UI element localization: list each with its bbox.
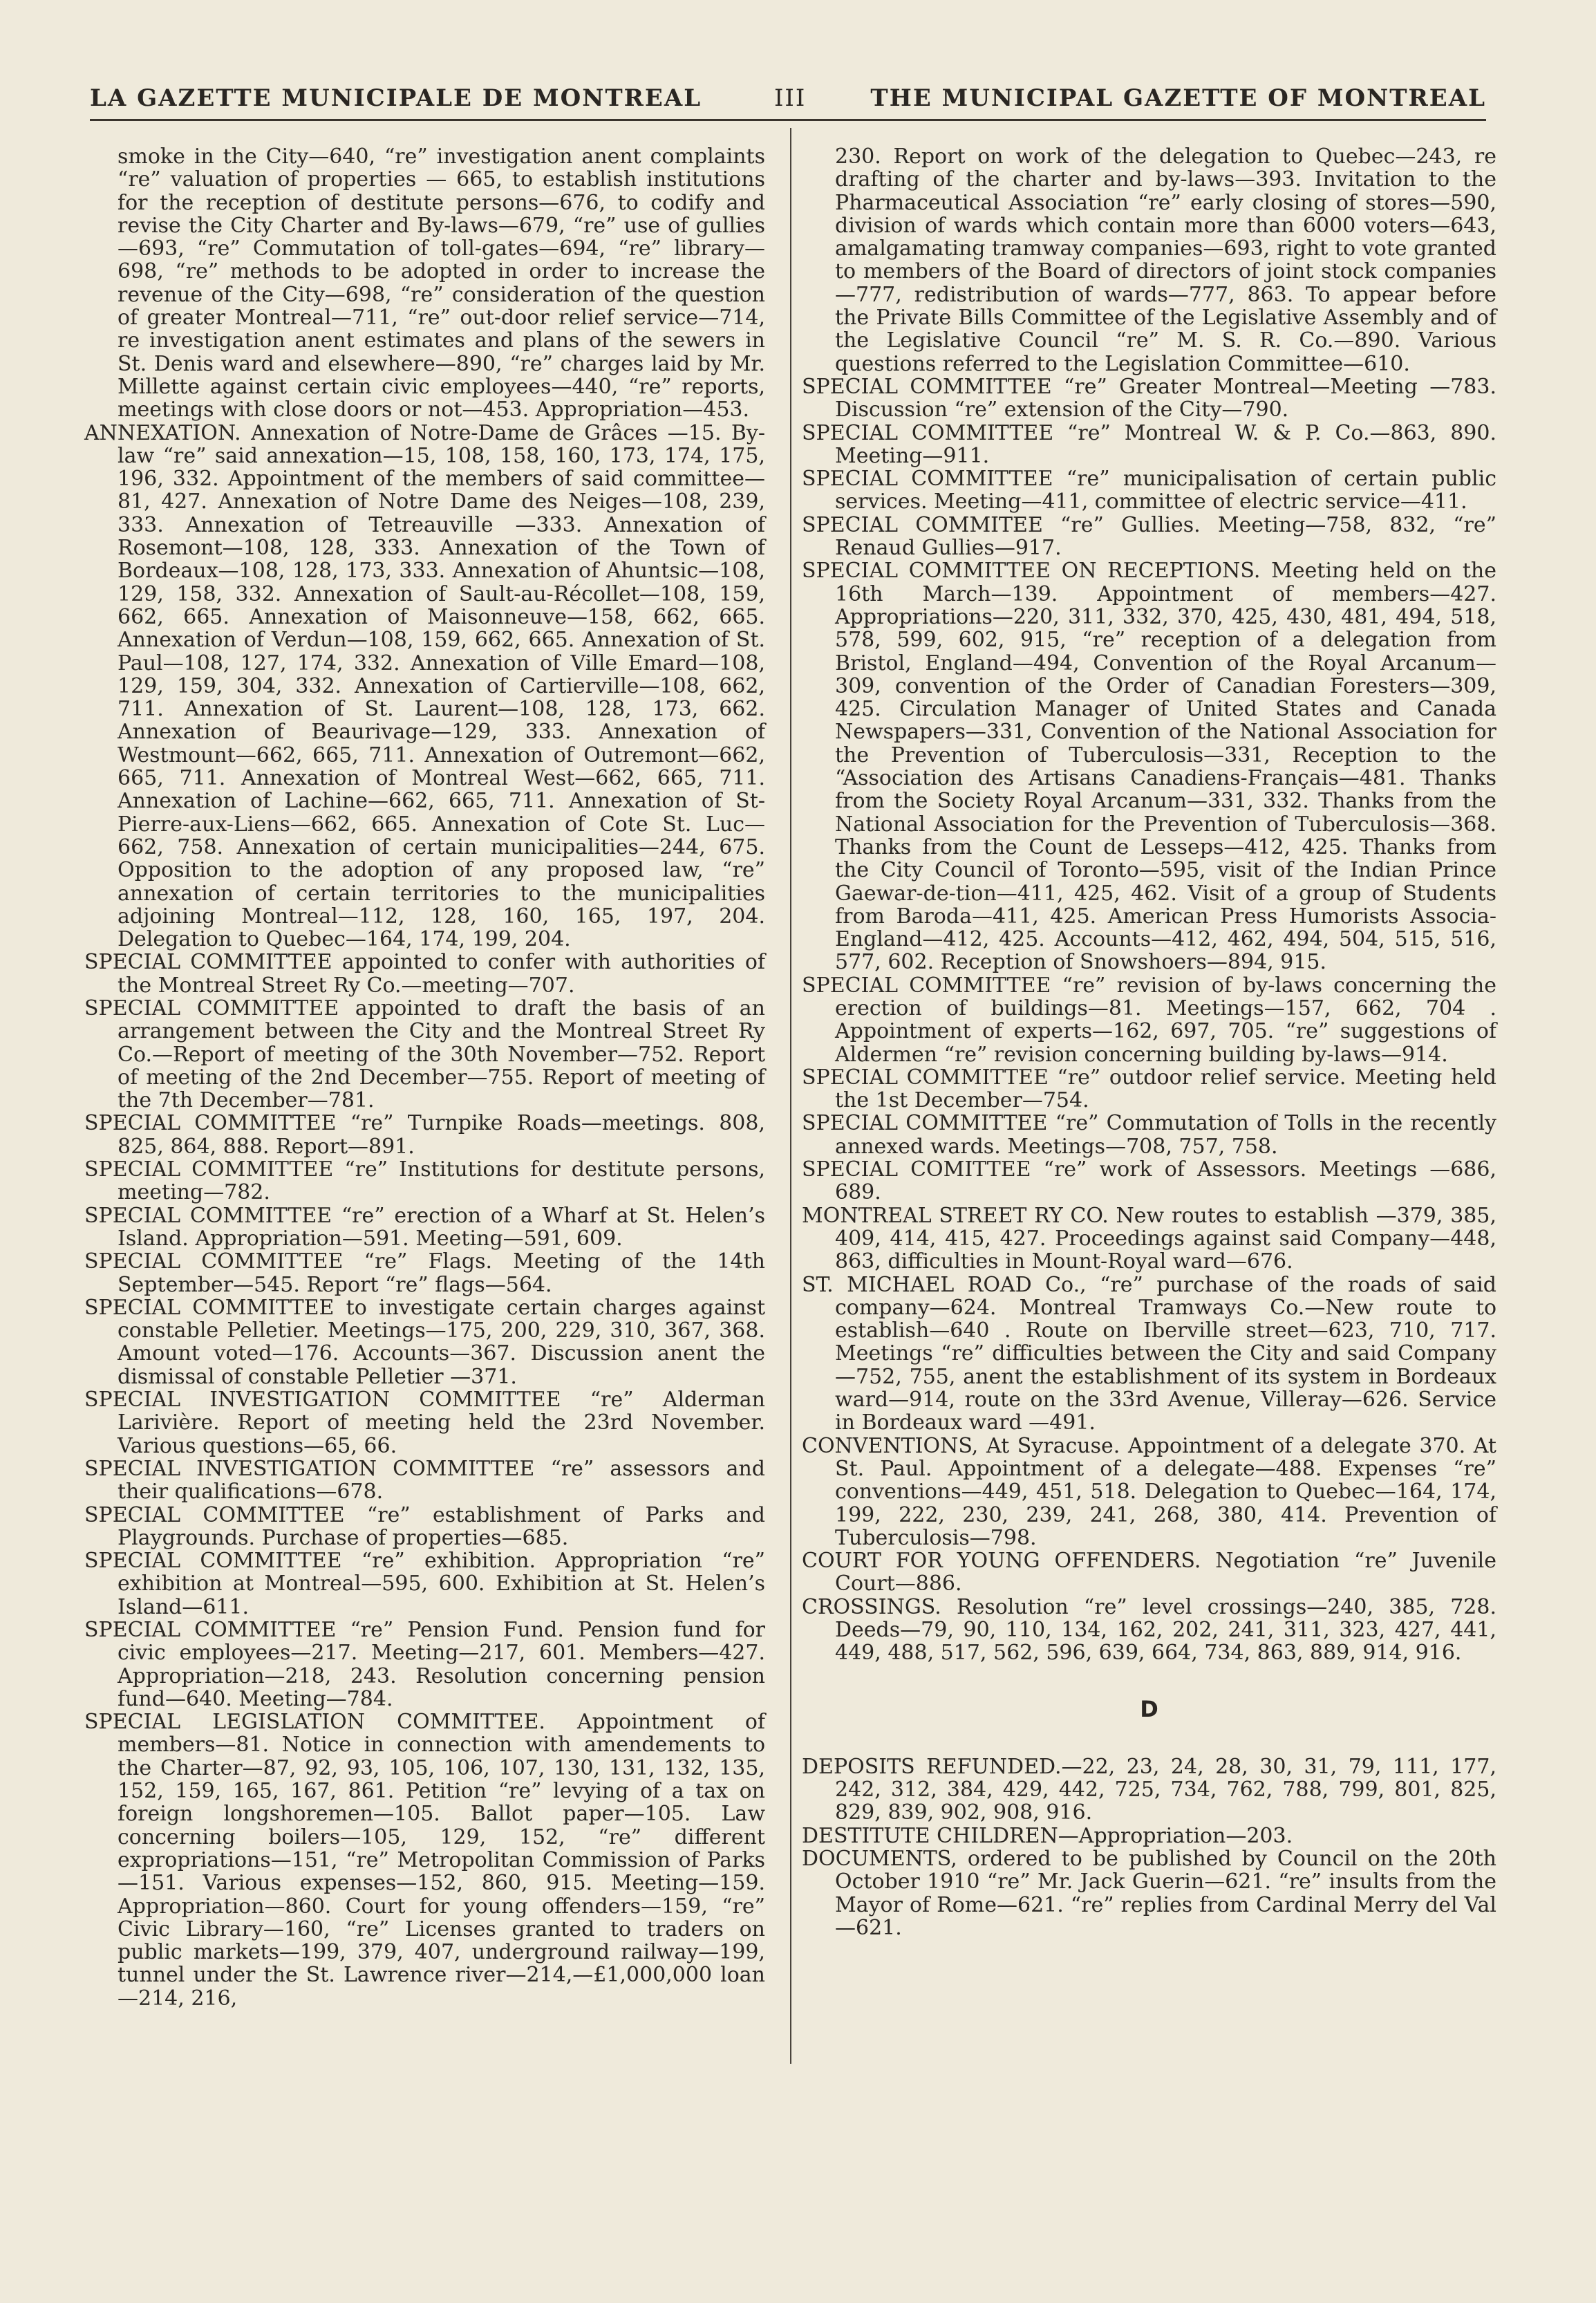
index-entry: SPECIAL COMMITTEE to investigate certain charges against constable Pelletier. Meetings—175, 200, 229, 310, 367, 368. Amount voted—176. Accounts—367. Discussion anent the dismissal of constable Pelletier —371. <box>84 1295 765 1389</box>
section-letter: D <box>1140 1695 1158 1722</box>
index-entry: SPECIAL LEGISLATION COMMITTEE. Appointment of members—81. Notice in connection with amendements to the Charter—87, 92, 93, 105, 106, 107, 130, 131, 132, 135, 152, 159, 165, 167, 861. Petition “re” levying of a tax on foreign longshoremen—105. Ballot paper—105. Law concerning boilers—105, 129, 152, “re” different expropriations—151, “re” Metropolitan Commission of Parks—151. Various expenses—152, 860, 915. Meeting—159. Appropriation—860. Court for young offenders—159, “re” Civic Library—160, “re” Licenses granted to traders on public markets—199, 379, 407, underground railway—199, tunnel under the St. Lawrence river—214,—£1,000,000 loan—214, 216, <box>84 1710 765 2011</box>
index-entry: SPECIAL COMMITTEE “re” outdoor relief service. Meeting held the 1st December—754. <box>802 1065 1496 1113</box>
index-entry: SPECIAL INVESTIGATION COMMITTEE “re” Alderman Larivière. Report of meeting held the 23rd November. Various questions—65, 66. <box>84 1388 765 1458</box>
index-entry: SPECIAL COMMITTEE “re” establishment of Parks and Playgrounds. Purchase of properties—685. <box>84 1502 765 1550</box>
index-entry: DESTITUTE CHILDREN—Appropriation—203. <box>802 1823 1293 1848</box>
right-column <box>802 145 1496 1939</box>
page-header <box>90 77 1486 119</box>
index-entry: SPECIAL COMMITTEE “re” Montreal W. & P. Co.—863, 890. Meeting—911. <box>802 420 1496 468</box>
index-entry: SPECIAL COMMITTEE appointed to draft the basis of an arrangement between the City and the Montreal Street Ry Co.—Report of meeting of the 30th November—752. Report of meeting of the 2nd December—755. Report of meeting of the 7th December—781. <box>84 996 765 1113</box>
index-entry: SPECIAL COMITTEE “re” work of Assessors. Meetings —686, 689. <box>802 1157 1496 1205</box>
index-entry: SPECIAL COMMITTEE ON RECEPTIONS. Meeting held on the 16th March—139. Appointment of members—427. Appropriations—220, 311, 332, 370, 425, 430, 481, 494, 518, 578, 599, 602, 915, “re” reception of a delegation from Bristol, England—494, Convention of the Royal Arcanum—309, convention of the Order of Canadian Foresters—309, 425. Circulation Manager of United States and Canada Newspapers—331, Convention of the National Association for the Prevention of Tuberculosis—331, Reception to the “Association des Artisans Canadiens-Français—481. Thanks from the Society Royal Arcanum—331, 332. Thanks from the National Association for the Prevention of Tuberculosis—368. Thanks from the Count de Lesseps—412, 425. Thanks from the City Council of Toronto—595, visit of the Indian Prince Gaewar-de-tion—411, 425, 462. Visit of a group of Students from Baroda—411, 425. American Press Humorists Associa-England—412, 425. Accounts—412, 462, 494, 504, 515, 516, 577, 602. Reception of Snowshoers—894, 915. <box>802 559 1496 975</box>
index-entry: SPECIAL COMMITTEE “re” Flags. Meeting of the 14th September—545. Report “re” flags—564. <box>84 1249 765 1297</box>
index-entry: CROSSINGS. Resolution “re” level crossings—240, 385, 728. Deeds—79, 90, 110, 134, 162, 202, 241, 311, 323, 427, 441, 449, 488, 517, 562, 596, 639, 664, 734, 863, 889, 914, 916. <box>802 1594 1496 1666</box>
index-entry: SPECIAL COMMITTEE “re” Commutation of Tolls in the recently annexed wards. Meetings—708, 757, 758. <box>802 1111 1496 1159</box>
index-entry: SPECIAL COMMITTEE “re” revision of by-laws concerning the erection of buildings—81. Meetings—157, 662, 704 . Appointment of experts—162, 697, 705. “re” suggestions of Aldermen “re” revision concerning building by-laws—914. <box>802 973 1496 1067</box>
index-entry: SPECIAL COMMITTEE appointed to confer with authorities of the Montreal Street Ry Co.—meeting—707. <box>84 950 765 998</box>
index-entry: DOCUMENTS, ordered to be published by Council on the 20th October 1910 “re” Mr. Jack Guerin—621. “re” insults from the Mayor of Rome—621. “re” replies from Cardinal Merry del Val—621. <box>802 1847 1496 1940</box>
index-entry: SPECIAL COMMITTEE “re” Greater Montreal—Meeting —783. Discussion “re” extension of the City—790. <box>802 374 1496 422</box>
index-entry: SPECIAL INVESTIGATION COMMITTEE “re” assessors and their qualifications—678. <box>84 1456 765 1504</box>
index-entry: SPECIAL COMMITEE “re” Gullies. Meeting—758, 832, “re” Renaud Gullies—917. <box>802 512 1496 561</box>
index-entry: SPECIAL COMMITTEE “re” Pension Fund. Pension fund for civic employees—217. Meeting—217, 601. Members—427. Appropriation—218, 243. Resolution concerning pension fund—640. Meeting—784. <box>84 1618 765 1711</box>
english-title: THE MUNICIPAL GAZETTE OF MONTREAL <box>870 84 1486 112</box>
page-number: III <box>774 84 807 112</box>
index-entry: SPECIAL COMMITTEE “re” municipalisation of certain public services. Meeting—411, committee of electric service—411. <box>802 467 1496 514</box>
index-entry-annexation: ANNEXATION. Annexation of Notre-Dame de Grâces —15. By-law “re” said annexation—15, 108, 158, 160, 173, 174, 175, 196, 332. Appointment of the members of said committee—81, 427. Annexation of Notre Dame des Neiges—108, 239, 333. Annexation of Tetreauville —333. Annexation of Rosemont—108, 128, 333. Annexation of the Town of Bordeaux—108, 128, 173, 333. Annexation of Ahuntsic—108, 129, 158, 332. Annexation of Sault-au-Récollet—108, 159, 662, 665. Annexation of Maisonneuve—158, 662, 665. Annexation of Verdun—108, 159, 662, 665. Annexation of St. Paul—108, 127, 174, 332. Annexation of Ville Emard—108, 129, 159, 304, 332. Annexation of Cartierville—108, 662, 711. Annexation of St. Laurent—108, 128, 173, 662. Annexation of Beaurivage—129, 333. Annexation of Westmount—662, 665, 711. Annexation of Outremont—662, 665, 711. Annexation of Montreal West—662, 665, 711. Annexation of Lachine—662, 665, 711. Annexation of St-Pierre-aux-Liens—662, 665. Annexation of Cote St. Luc—662, 758. Annexation of certain municipalities—244, 675. Opposition to the adoption of any proposed law, “re” annexation of certain territories to the municipalities adjoining Montreal—112, 128, 160, 165, 197, 204. Delegation to Quebec—164, 174, 199, 204. <box>84 420 765 952</box>
continued-entry: smoke in the City—640, “re” investigation anent complaints “re” valuation of properties — 665, to establish institutions for the reception of destitute persons—676, to codify and revise the City Charter and By-laws—679, “re” use of gullies—693, “re” Commutation of toll-gates—694, “re” library—698, “re” methods to be adopted in order to increase the revenue of the City—698, “re” consideration of the question of greater Montreal—711, “re” out-door relief service—714, re investigation anent estimates and plans of the sewers in St. Denis ward and elsewhere—890, “re” charges laid by Mr. Millette against certain civic employees—440, “re” reports, meetings with close doors or not—453. Appropriation—453. <box>118 144 765 422</box>
index-entry: SPECIAL COMMITTEE “re” erection of a Wharf at St. Helen’s Island. Appropriation—591. Meeting—591, 609. <box>84 1203 765 1251</box>
index-entry: COURT FOR YOUNG OFFENDERS. Negotiation “re” Juvenile Court—886. <box>802 1549 1496 1596</box>
index-entry: SPECIAL COMMITTEE “re” exhibition. Appropriation “re” exhibition at Montreal—595, 600. Exhibition at St. Helen’s Island—611. <box>84 1549 765 1619</box>
index-entry: SPECIAL COMMITTEE “re” Turnpike Roads—meetings. 808, 825, 864, 888. Report—891. <box>84 1111 765 1159</box>
index-entry: SPECIAL COMMITTEE “re” Institutions for destitute persons, meeting—782. <box>84 1157 765 1205</box>
index-entry: ST. MICHAEL ROAD Co., “re” purchase of the roads of said company—624. Montreal Tramways Co.—New route to establish—640 . Route on Iberville street—623, 710, 717. Meetings “re” difficulties between the City and said Company—752, 755, anent the establishment of its system in Bordeaux ward—914, route on the 33rd Avenue, Villeray—626. Service in Bordeaux ward —491. <box>802 1272 1496 1435</box>
french-title: LA GAZETTE MUNICIPALE DE MONTREAL <box>90 84 702 112</box>
index-entry: DEPOSITS REFUNDED.—22, 23, 24, 28, 30, 31, 79, 111, 177, 242, 312, 384, 429, 442, 725, 734, 762, 788, 799, 801, 825, 829, 839, 902, 908, 916. <box>802 1754 1496 1825</box>
continued-entry: 230. Report on work of the delegation to Quebec—243, re drafting of the charter and by-laws—393. Invitation to the Pharmaceutical Association “re” early closing of stores—590, division of wards which contain more than 6000 voters—643, amalgamating tramway companies—693, right to vote granted to members of the Board of directors of joint stock companies—777, redistribution of wards—777, 863. To appear before the Private Bills Committee of the Legislative Assembly and of the Legislative Council “re” M. S. R. Co.—890. Various questions referred to the Legislation Committee—610. <box>835 144 1496 376</box>
left-column <box>84 145 765 2010</box>
index-entry: MONTREAL STREET RY CO. New routes to establish —379, 385, 409, 414, 415, 427. Proceedings against said Company—448, 863, difficulties in Mount-Royal ward—676. <box>802 1203 1496 1274</box>
header-rule <box>90 119 1486 121</box>
index-entry: CONVENTIONS, At Syracuse. Appointment of a delegate 370. At St. Paul. Appointment of a delegate—488. Expenses “re” conventions—449, 451, 518. Delegation to Quebec—164, 174, 199, 222, 230, 239, 241, 268, 380, 414. Prevention of Tuberculosis—798. <box>802 1433 1496 1550</box>
column-divider <box>790 128 791 2064</box>
